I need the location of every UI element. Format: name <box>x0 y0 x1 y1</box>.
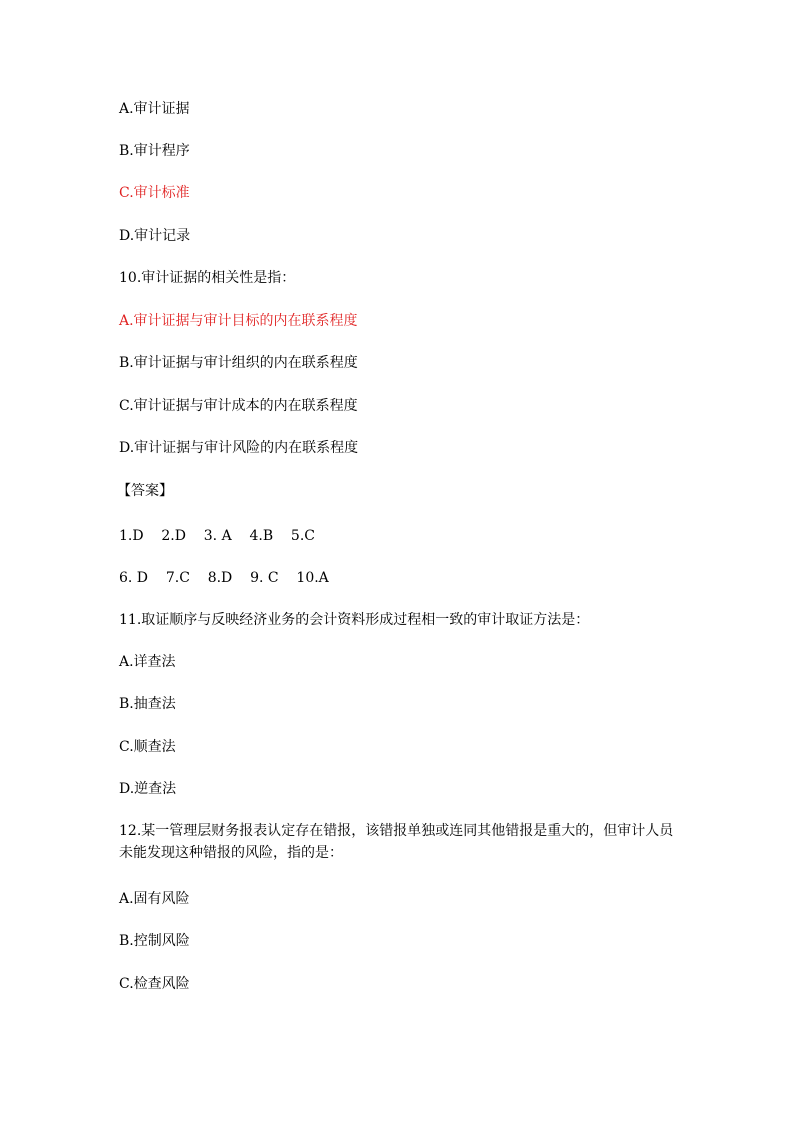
q12-option-a: A.固有风险 <box>119 891 190 907</box>
q11-option-c: C.顺查法 <box>119 739 176 755</box>
q12-option-b: B.控制风险 <box>119 933 190 949</box>
q11-question: 11.取证顺序与反映经济业务的会计资料形成过程相一致的审计取证方法是： <box>119 612 590 628</box>
q10-option-d: D.审计证据与审计风险的内在联系程度 <box>119 440 359 456</box>
q9-option-d: D.审计记录 <box>119 228 191 244</box>
q12-option-c: C.检查风险 <box>119 976 190 992</box>
q10-option-b: B.审计证据与审计组织的内在联系程度 <box>119 355 358 371</box>
q9-option-a: A.审计证据 <box>119 101 190 117</box>
answers-heading: 【答案】 <box>117 483 173 499</box>
answers-row-1: 1.D 2.D 3. A 4.B 5.C <box>119 528 315 544</box>
q9-option-c-correct: C.审计标准 <box>119 185 190 201</box>
q12-question: 12.某一管理层财务报表认定存在错报，该错报单独或连同其他错报是重大的，但审计人员未能发现这种错报的风险，指的是： <box>119 823 674 861</box>
q9-option-b: B.审计程序 <box>119 143 190 159</box>
q11-option-b: B.抽查法 <box>119 696 176 712</box>
answers-row-2: 6. D 7.C 8.D 9. C 10.A <box>119 570 329 586</box>
q10-option-c: C.审计证据与审计成本的内在联系程度 <box>119 398 358 414</box>
q11-option-d: D.逆查法 <box>119 781 177 797</box>
q10-option-a-correct: A.审计证据与审计目标的内在联系程度 <box>119 313 358 329</box>
q10-question: 10.审计证据的相关性是指： <box>119 270 296 286</box>
q11-option-a: A.详查法 <box>119 654 176 670</box>
